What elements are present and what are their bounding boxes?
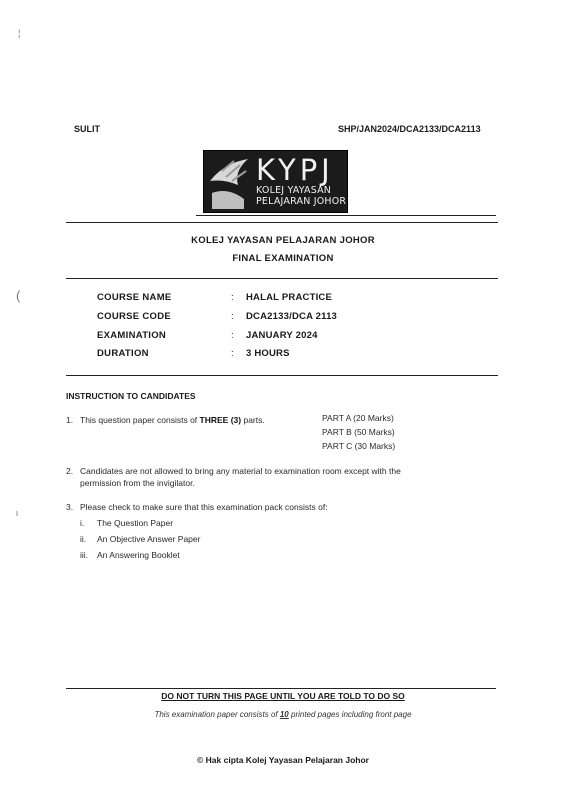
instruction-1-number: 1. bbox=[66, 415, 74, 425]
sub-item-3-text: An Answering Booklet bbox=[97, 550, 180, 560]
instruction-2-line-2: permission from the invigilator. bbox=[80, 478, 195, 488]
scan-mark: ( bbox=[16, 288, 21, 303]
instructions-heading: INSTRUCTION TO CANDIDATES bbox=[66, 391, 196, 401]
scan-mark: ι bbox=[16, 508, 18, 518]
duration-label: DURATION bbox=[97, 348, 149, 359]
divider-line bbox=[66, 222, 498, 223]
part-b-marks: PART B (50 Marks) bbox=[322, 427, 395, 437]
institution-title: KOLEJ YAYASAN PELAJARAN JOHOR bbox=[191, 235, 375, 246]
logo-line-1: KOLEJ YAYASAN bbox=[256, 185, 332, 196]
logo-line-2: PELAJARAN JOHOR bbox=[256, 196, 347, 207]
course-name-colon: : bbox=[231, 292, 234, 303]
examination-label: EXAMINATION bbox=[97, 330, 167, 341]
scan-mark: ¦ bbox=[18, 28, 21, 38]
sub-item-3-number: iii. bbox=[80, 550, 89, 560]
examination-colon: : bbox=[231, 330, 234, 341]
divider-line bbox=[66, 278, 498, 279]
do-not-turn-warning: DO NOT TURN THIS PAGE UNTIL YOU ARE TOLD TO DO SO bbox=[161, 691, 405, 701]
duration-value: 3 HOURS bbox=[246, 348, 290, 359]
duration-colon: : bbox=[231, 348, 234, 359]
sub-item-1-number: i. bbox=[80, 518, 85, 528]
instruction-3-number: 3. bbox=[66, 502, 74, 512]
course-code-label: COURSE CODE bbox=[97, 311, 172, 322]
copyright-notice: © Hak cipta Kolej Yayasan Pelajaran Johor bbox=[197, 755, 369, 765]
instruction-1-text: This question paper consists of THREE (3) parts. bbox=[80, 415, 265, 425]
course-code-colon: : bbox=[231, 311, 234, 322]
instruction-2-line-1: Candidates are not allowed to bring any material to examination room except with the bbox=[80, 466, 401, 476]
exam-title: FINAL EXAMINATION bbox=[232, 253, 334, 264]
kypj-logo bbox=[203, 150, 348, 213]
header-reference-code: SHP/JAN2024/DCA2133/DCA2113 bbox=[338, 124, 481, 134]
divider-line bbox=[196, 215, 496, 216]
divider-line bbox=[66, 375, 498, 376]
sub-item-2-number: ii. bbox=[80, 534, 87, 544]
part-c-marks: PART C (30 Marks) bbox=[322, 441, 396, 451]
course-code-value: DCA2133/DCA 2113 bbox=[246, 311, 338, 322]
logo-letters: KYPJ bbox=[256, 153, 334, 187]
examination-value: JANUARY 2024 bbox=[246, 330, 318, 341]
course-name-value: HALAL PRACTICE bbox=[246, 292, 333, 303]
part-a-marks: PART A (20 Marks) bbox=[322, 413, 394, 423]
footer-divider-line bbox=[66, 688, 496, 689]
header-classification: SULIT bbox=[74, 124, 100, 134]
sub-item-1-text: The Question Paper bbox=[97, 518, 174, 528]
instruction-3-text: Please check to make sure that this examination pack consists of: bbox=[80, 502, 328, 512]
page-count-note: This examination paper consists of 10 printed pages including front page bbox=[154, 710, 412, 719]
course-name-label: COURSE NAME bbox=[97, 292, 172, 303]
sub-item-2-text: An Objective Answer Paper bbox=[97, 534, 201, 544]
instruction-2-number: 2. bbox=[66, 466, 74, 476]
